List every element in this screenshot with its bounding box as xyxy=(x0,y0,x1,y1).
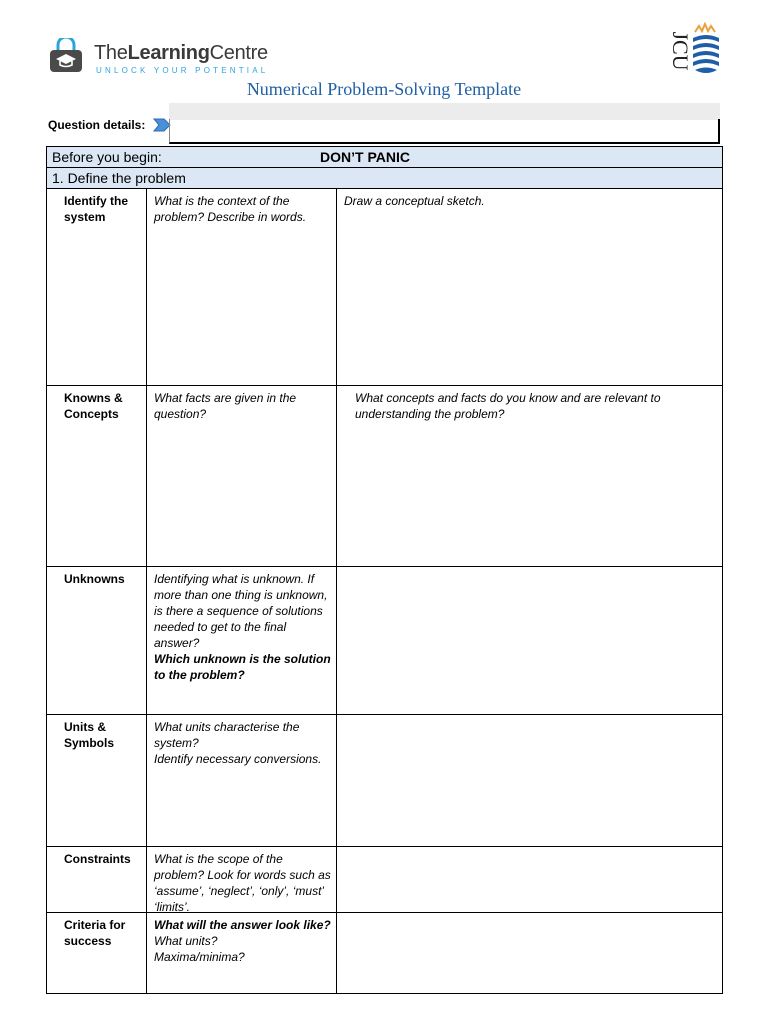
prompt-cell[interactable] xyxy=(147,189,337,385)
brand-name-light: The xyxy=(94,42,128,64)
table-row xyxy=(47,913,722,993)
answer-cell[interactable] xyxy=(337,715,722,846)
row-prompt: What units characterise the system? Identify necessary conversions. xyxy=(154,720,322,766)
answer-cell[interactable] xyxy=(337,913,722,993)
section-heading: 1. Define the problem xyxy=(52,170,186,186)
row-label: Constraints xyxy=(64,852,131,866)
dont-panic-label: DON’T PANIC xyxy=(320,149,410,165)
prompt-cell[interactable] xyxy=(147,386,337,566)
jcu-logo xyxy=(663,22,723,78)
problem-table xyxy=(46,146,723,994)
jcu-wordmark: JCU xyxy=(668,31,693,71)
row-right-prompt: Draw a conceptual sketch. xyxy=(344,194,485,208)
brand-tagline: UNLOCK YOUR POTENTIAL xyxy=(96,66,269,75)
table-row xyxy=(47,386,722,567)
brand-name-end: Centre xyxy=(209,42,268,64)
table-row xyxy=(47,567,722,715)
before-you-begin-band xyxy=(47,147,722,168)
table-row xyxy=(47,715,722,847)
table-row xyxy=(47,847,722,913)
prompt-cell[interactable] xyxy=(147,567,337,714)
padlock-graduation-icon xyxy=(49,38,83,72)
prompt-cell[interactable] xyxy=(147,715,337,846)
row-label: Identify the system xyxy=(64,194,129,224)
row-label: Units & Symbols xyxy=(64,720,115,750)
before-you-begin-label: Before you begin: xyxy=(52,149,162,165)
jcu-waves-icon xyxy=(691,22,721,76)
prompt-cell[interactable] xyxy=(147,847,337,912)
row-right-prompt: What concepts and facts do you know and are relevant to understanding the problem? xyxy=(355,391,661,421)
document-title: Numerical Problem-Solving Template xyxy=(246,79,522,99)
row-label: Unknowns xyxy=(64,572,125,586)
row-prompt: What facts are given in the question? xyxy=(154,391,297,421)
question-details-label: Question details: xyxy=(48,118,146,132)
answer-cell[interactable] xyxy=(337,386,722,566)
question-details-field[interactable] xyxy=(169,119,720,144)
brand-name xyxy=(94,42,268,65)
row-prompt: What is the scope of the problem? Look for words such as ‘assume’, ‘neglect’, ‘only’, ‘must’ ‘limits’. xyxy=(154,852,331,914)
prompt-cell[interactable] xyxy=(147,913,337,993)
table-row xyxy=(47,189,722,386)
brand-name-bold: Learning xyxy=(127,42,210,64)
section-define-problem-band xyxy=(47,168,722,189)
row-prompt: Identifying what is unknown. If more than one thing is unknown, is there a sequence of solutions needed to get to the final answer? Which unknown is the solution to the problem? xyxy=(154,572,331,682)
question-details-shade xyxy=(169,103,720,120)
row-label: Criteria for success xyxy=(64,918,126,948)
row-prompt: What is the context of the problem? Describe in words. xyxy=(154,194,307,224)
row-label: Knowns & Concepts xyxy=(64,391,123,421)
learning-centre-logo xyxy=(48,28,278,80)
answer-cell[interactable] xyxy=(337,847,722,912)
row-prompt: What will the answer look like? What units? Maxima/minima? xyxy=(154,918,331,964)
answer-cell[interactable] xyxy=(337,189,722,385)
answer-cell[interactable] xyxy=(337,567,722,714)
